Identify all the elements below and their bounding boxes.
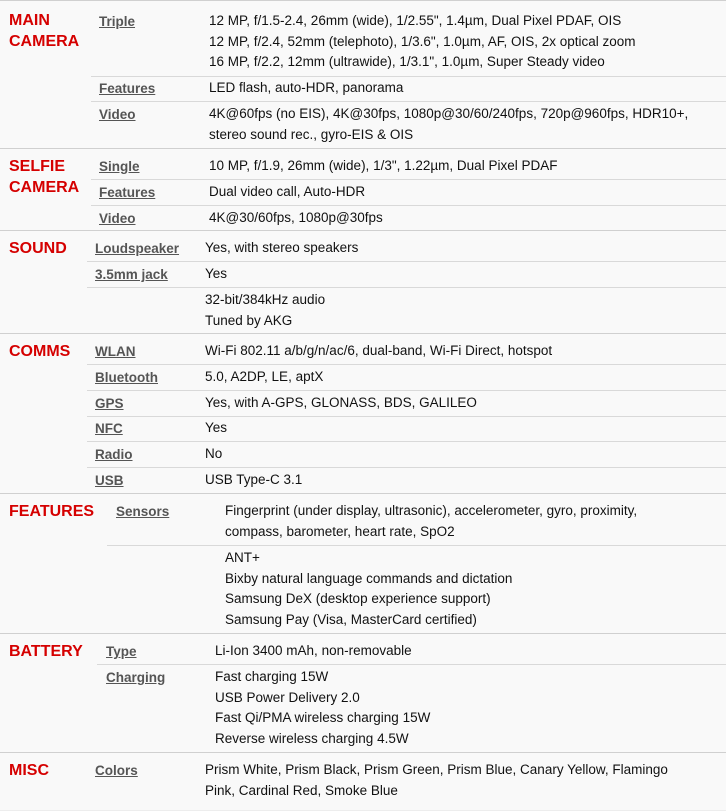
spec-value: Yes, with stereo speakers xyxy=(205,240,359,255)
spec-value: 32-bit/384kHz audio Tuned by AKG xyxy=(205,292,326,328)
spec-value: Fingerprint (under display, ultrasonic), accelerometer, gyro, proximity, compass, barometer, heart rate, SpO2 xyxy=(225,503,638,539)
spec-label[interactable]: WLAN xyxy=(95,344,136,359)
spec-label[interactable]: Video xyxy=(99,211,136,226)
spec-label[interactable]: Radio xyxy=(95,447,133,462)
spec-label[interactable]: Video xyxy=(99,107,136,122)
spec-value: Fast charging 15W USB Power Delivery 2.0 Fast Qi/PMA wireless charging 15W Reverse wireless charging 4.5W xyxy=(215,669,431,746)
row-divider xyxy=(87,287,726,288)
section-title: FEATURES xyxy=(9,503,95,520)
spec-value: 5.0, A2DP, LE, aptX xyxy=(205,369,324,384)
section-title: COMMS xyxy=(9,343,71,360)
row-divider xyxy=(87,390,726,391)
section-title: SELFIE CAMERA xyxy=(9,158,80,196)
spec-value: USB Type-C 3.1 xyxy=(205,472,303,487)
spec-value: 12 MP, f/1.5-2.4, 26mm (wide), 1/2.55", 1.4µm, Dual Pixel PDAF, OIS 12 MP, f/2.4, 52mm (telephoto), 1/3.6", 1.0µm, AF, OIS, 2x optical zoom 16 MP, f/2.2, 12mm (ultrawide), 1/3.1", 1.0µm, Super Steady video xyxy=(209,13,636,69)
section-misc xyxy=(0,752,726,811)
spec-label[interactable]: Bluetooth xyxy=(95,370,158,385)
spec-value: Dual video call, Auto-HDR xyxy=(209,184,366,199)
spec-value: Prism White, Prism Black, Prism Green, Prism Blue, Canary Yellow, Flamingo Pink, Cardinal Red, Smoke Blue xyxy=(205,762,668,798)
row-divider xyxy=(91,205,726,206)
spec-label[interactable]: Charging xyxy=(106,670,166,685)
section-title: MISC xyxy=(9,762,49,779)
row-divider xyxy=(87,467,726,468)
spec-value: 10 MP, f/1.9, 26mm (wide), 1/3", 1.22µm, Dual Pixel PDAF xyxy=(209,158,558,173)
section-title: BATTERY xyxy=(9,643,83,660)
row-divider xyxy=(91,76,726,77)
spec-value: Wi-Fi 802.11 a/b/g/n/ac/6, dual-band, Wi-Fi Direct, hotspot xyxy=(205,343,553,358)
row-divider xyxy=(91,179,726,180)
spec-value: ANT+ Bixby natural language commands and dictation Samsung DeX (desktop experience support) Samsung Pay (Visa, MasterCard certified) xyxy=(225,550,513,627)
spec-label[interactable]: NFC xyxy=(95,421,123,436)
spec-label[interactable]: Features xyxy=(99,185,156,200)
section-features xyxy=(0,493,726,634)
spec-label[interactable]: Sensors xyxy=(116,504,170,519)
row-divider xyxy=(97,664,726,665)
row-divider xyxy=(87,416,726,417)
section-battery xyxy=(0,633,726,753)
spec-label[interactable]: Colors xyxy=(95,763,138,778)
row-divider xyxy=(87,441,726,442)
section-sound xyxy=(0,230,726,334)
row-divider xyxy=(91,101,726,102)
row-divider xyxy=(87,261,726,262)
spec-label[interactable]: Features xyxy=(99,81,156,96)
spec-label[interactable]: Loudspeaker xyxy=(95,241,180,256)
spec-value: Yes, with A-GPS, GLONASS, BDS, GALILEO xyxy=(205,395,477,410)
spec-label[interactable]: Triple xyxy=(99,14,136,29)
section-comms xyxy=(0,333,726,494)
spec-label[interactable]: GPS xyxy=(95,396,124,411)
spec-label[interactable]: 3.5mm jack xyxy=(95,267,168,282)
section-main-camera xyxy=(0,0,726,149)
spec-value: 4K@30/60fps, 1080p@30fps xyxy=(209,210,383,225)
spec-value: LED flash, auto-HDR, panorama xyxy=(209,80,404,95)
section-title: SOUND xyxy=(9,240,67,257)
spec-value: 4K@60fps (no EIS), 4K@30fps, 1080p@30/60/240fps, 720p@960fps, HDR10+, stereo sound rec., gyro-EIS & OIS xyxy=(209,106,689,142)
spec-label[interactable]: Single xyxy=(99,159,140,174)
spec-value: Yes xyxy=(205,266,228,281)
row-divider xyxy=(107,545,726,546)
spec-label[interactable]: Type xyxy=(106,644,137,659)
row-divider xyxy=(87,364,726,365)
spec-value: Li-Ion 3400 mAh, non-removable xyxy=(215,643,412,658)
section-selfie-camera xyxy=(0,148,726,231)
spec-value: No xyxy=(205,446,223,461)
section-title: MAIN CAMERA xyxy=(9,12,80,50)
spec-value: Yes xyxy=(205,420,228,435)
spec-label[interactable]: USB xyxy=(95,473,124,488)
